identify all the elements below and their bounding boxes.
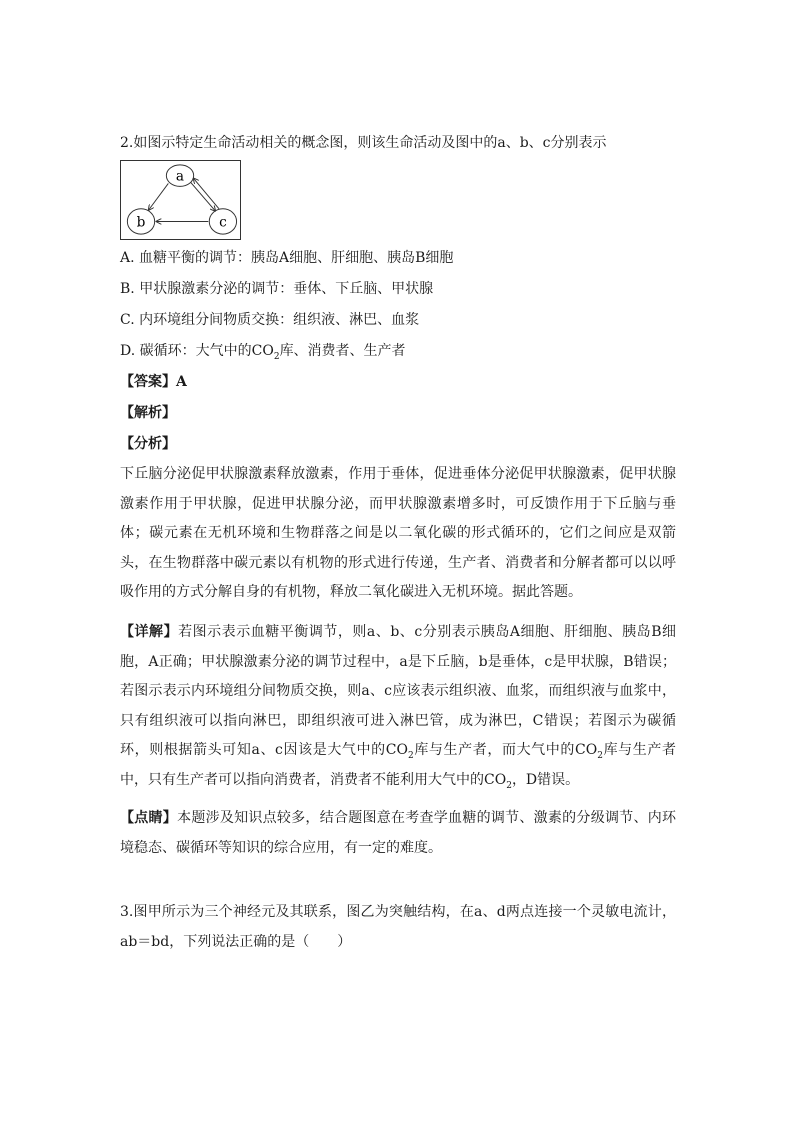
jiexi-heading: 【解析】 [120, 405, 176, 421]
fenxi-heading: 【分析】 [120, 436, 176, 452]
option-d: D. 碳循环：大气中的$CO_2$库、消费者、生产者 [120, 343, 406, 362]
option-b: B. 甲状腺激素分泌的调节：垂体、下丘脑、甲状腺 [120, 281, 434, 297]
detail-paragraph: 【详解】若图示表示血糖平衡调节，则a、b、c分别表示胰岛A细胞、肝细胞、胰岛B细胞，A正确；甲状腺激素分泌的调节过程中，a是下丘脑，b是垂体，c是甲状腺，B错误；若图示表示内环境组分间物质交换，则a、c应该表示组织液、血浆，而组织液与血浆中，只有组织液可以指向淋巴，即组织液可进入淋巴管，成为淋巴，C错误；若图示为碳循环，则根据箭头可知a、c因该是大气中的$CO_2$库与生产者，而大气中的$CO_2$库与生产者中，只有生产者可以指向消费者，消费者不能利用大气中的$CO_2$，D错误。 [120, 624, 677, 791]
analysis-paragraph: 下丘脑分泌促甲状腺激素释放激素，作用于垂体，促进垂体分泌促甲状腺激素，促甲状腺激素作用于甲状腺，促进甲状腺分泌，而甲状腺激素增多时，可反馈作用于下丘脑与垂体；碳元素在无机环境和生物群落之间是以二氧化碳的形式循环的，它们之间应是双箭头，在生物群落中碳元素以有机物的形式进行传递，生产者、消费者和分解者都可以以呼吸作用的方式分解自身的有机物，释放二氧化碳进入无机环境。据此答题。 [120, 466, 676, 600]
arrow-c-to-a [194, 179, 219, 209]
arrow-a-to-b [149, 183, 169, 209]
arrow-a-to-c [191, 182, 215, 210]
concept-diagram [120, 160, 241, 240]
question-2-stem: 2.如图示特定生命活动相关的概念图，则该生命活动及图中的a、b、c分别表示 [120, 135, 607, 151]
question-3-stem: 3.图甲所示为三个神经元及其联系，图乙为突触结构，在a、d两点连接一个灵敏电流计，ab＝bd，下列说法正确的是（ ） [120, 904, 676, 950]
answer: 【答案】A [120, 374, 187, 390]
option-a: A. 血糖平衡的调节：胰岛A细胞、肝细胞、胰岛B细胞 [120, 250, 454, 266]
node-b-label: b [136, 214, 146, 231]
node-c-label: c [219, 214, 227, 231]
node-a-label: a [175, 168, 185, 185]
comment-paragraph: 【点睛】本题涉及知识点较多，结合题图意在考查学血糖的调节、激素的分级调节、内环境稳态、碳循环等知识的综合应用，有一定的难度。 [120, 810, 677, 856]
option-c: C. 内环境组分间物质交换：组织液、淋巴、血浆 [120, 312, 420, 328]
